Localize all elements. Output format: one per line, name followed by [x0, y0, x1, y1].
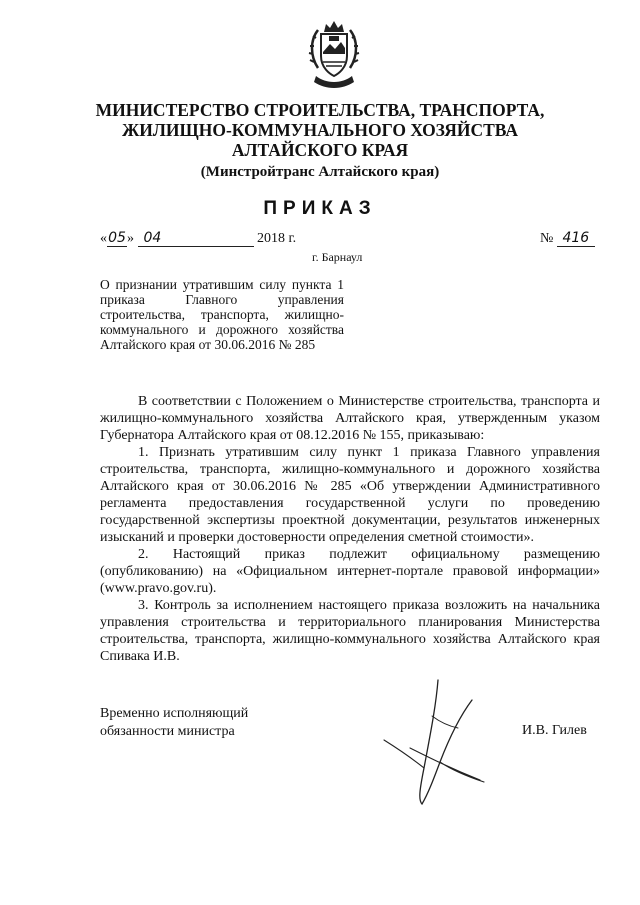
document-subject: О признании утратившим силу пункта 1 приказа Главного управления строительства, транспорта, жилищно-коммунального и дорожного хозяйства Алтайского края от 30.06.2016 № 285	[100, 277, 344, 352]
ministry-name-line-1: МИНИСТЕРСТВО СТРОИТЕЛЬСТВА, ТРАНСПОРТА,	[95, 100, 545, 120]
document-body	[100, 393, 600, 665]
ministry-abbreviation: (Минстройтранс Алтайского края)	[200, 164, 440, 180]
body-item-2: 2. Настоящий приказ подлежит официальному размещению (опубликованию) на «Официальном интернет-портале правовой информации» (www.pravo.gov.ru).	[100, 547, 600, 596]
document-number	[540, 231, 595, 247]
document-title: ПРИКАЗ	[263, 198, 377, 219]
signer-name: И.В. Гилев	[522, 723, 587, 738]
date-open-quote: «	[100, 231, 107, 246]
ministry-name-line-2: ЖИЛИЩНО-КОММУНАЛЬНОГО ХОЗЯЙСТВА	[121, 120, 519, 140]
ministry-name-line-3: АЛТАЙСКОГО КРАЯ	[231, 140, 409, 160]
date-year: 2018 г.	[257, 231, 297, 246]
number-prefix: №	[540, 231, 554, 246]
number-value: 416	[557, 231, 595, 247]
handwritten-signature-icon	[380, 676, 490, 808]
body-intro: В соответствии с Положением о Министерстве строительства, транспорта и жилищно-коммунального хозяйства Алтайского края, утвержденным указом Губернатора Алтайского края от 08.12.2016 № 155, приказываю:	[100, 394, 600, 443]
document-date	[100, 231, 296, 247]
date-close-quote: »	[127, 231, 134, 246]
body-item-1: 1. Признать утратившим силу пункт 1 приказа Главного управления строительства, транспорта, жилищно-коммунального и дорожного хозяйства Алтайского края от 30.06.2016 № 285 «Об утверждении Административного регламента предоставления государственной услуги по проведению государственной экспертизы проектной документации, результатов инженерных изысканий и проверки достоверности определения сметной стоимости».	[100, 445, 600, 545]
signer-position	[100, 705, 248, 741]
body-item-3: 3. Контроль за исполнением настоящего приказа возложить на начальника управления строительства и территориального планирования Министерства строительства, транспорта, жилищно-коммунального хозяйства Алтайского края Спивака И.В.	[100, 598, 600, 664]
signer-position-line-2: обязанности министра	[100, 724, 235, 739]
document-city: г. Барнаул	[312, 250, 363, 264]
ministry-name	[0, 100, 640, 160]
signer-position-line-1: Временно исполняющий	[100, 706, 249, 721]
date-day: 05	[108, 230, 126, 246]
date-month: 04	[138, 231, 254, 247]
altai-krai-coat-of-arms-icon	[308, 18, 360, 90]
